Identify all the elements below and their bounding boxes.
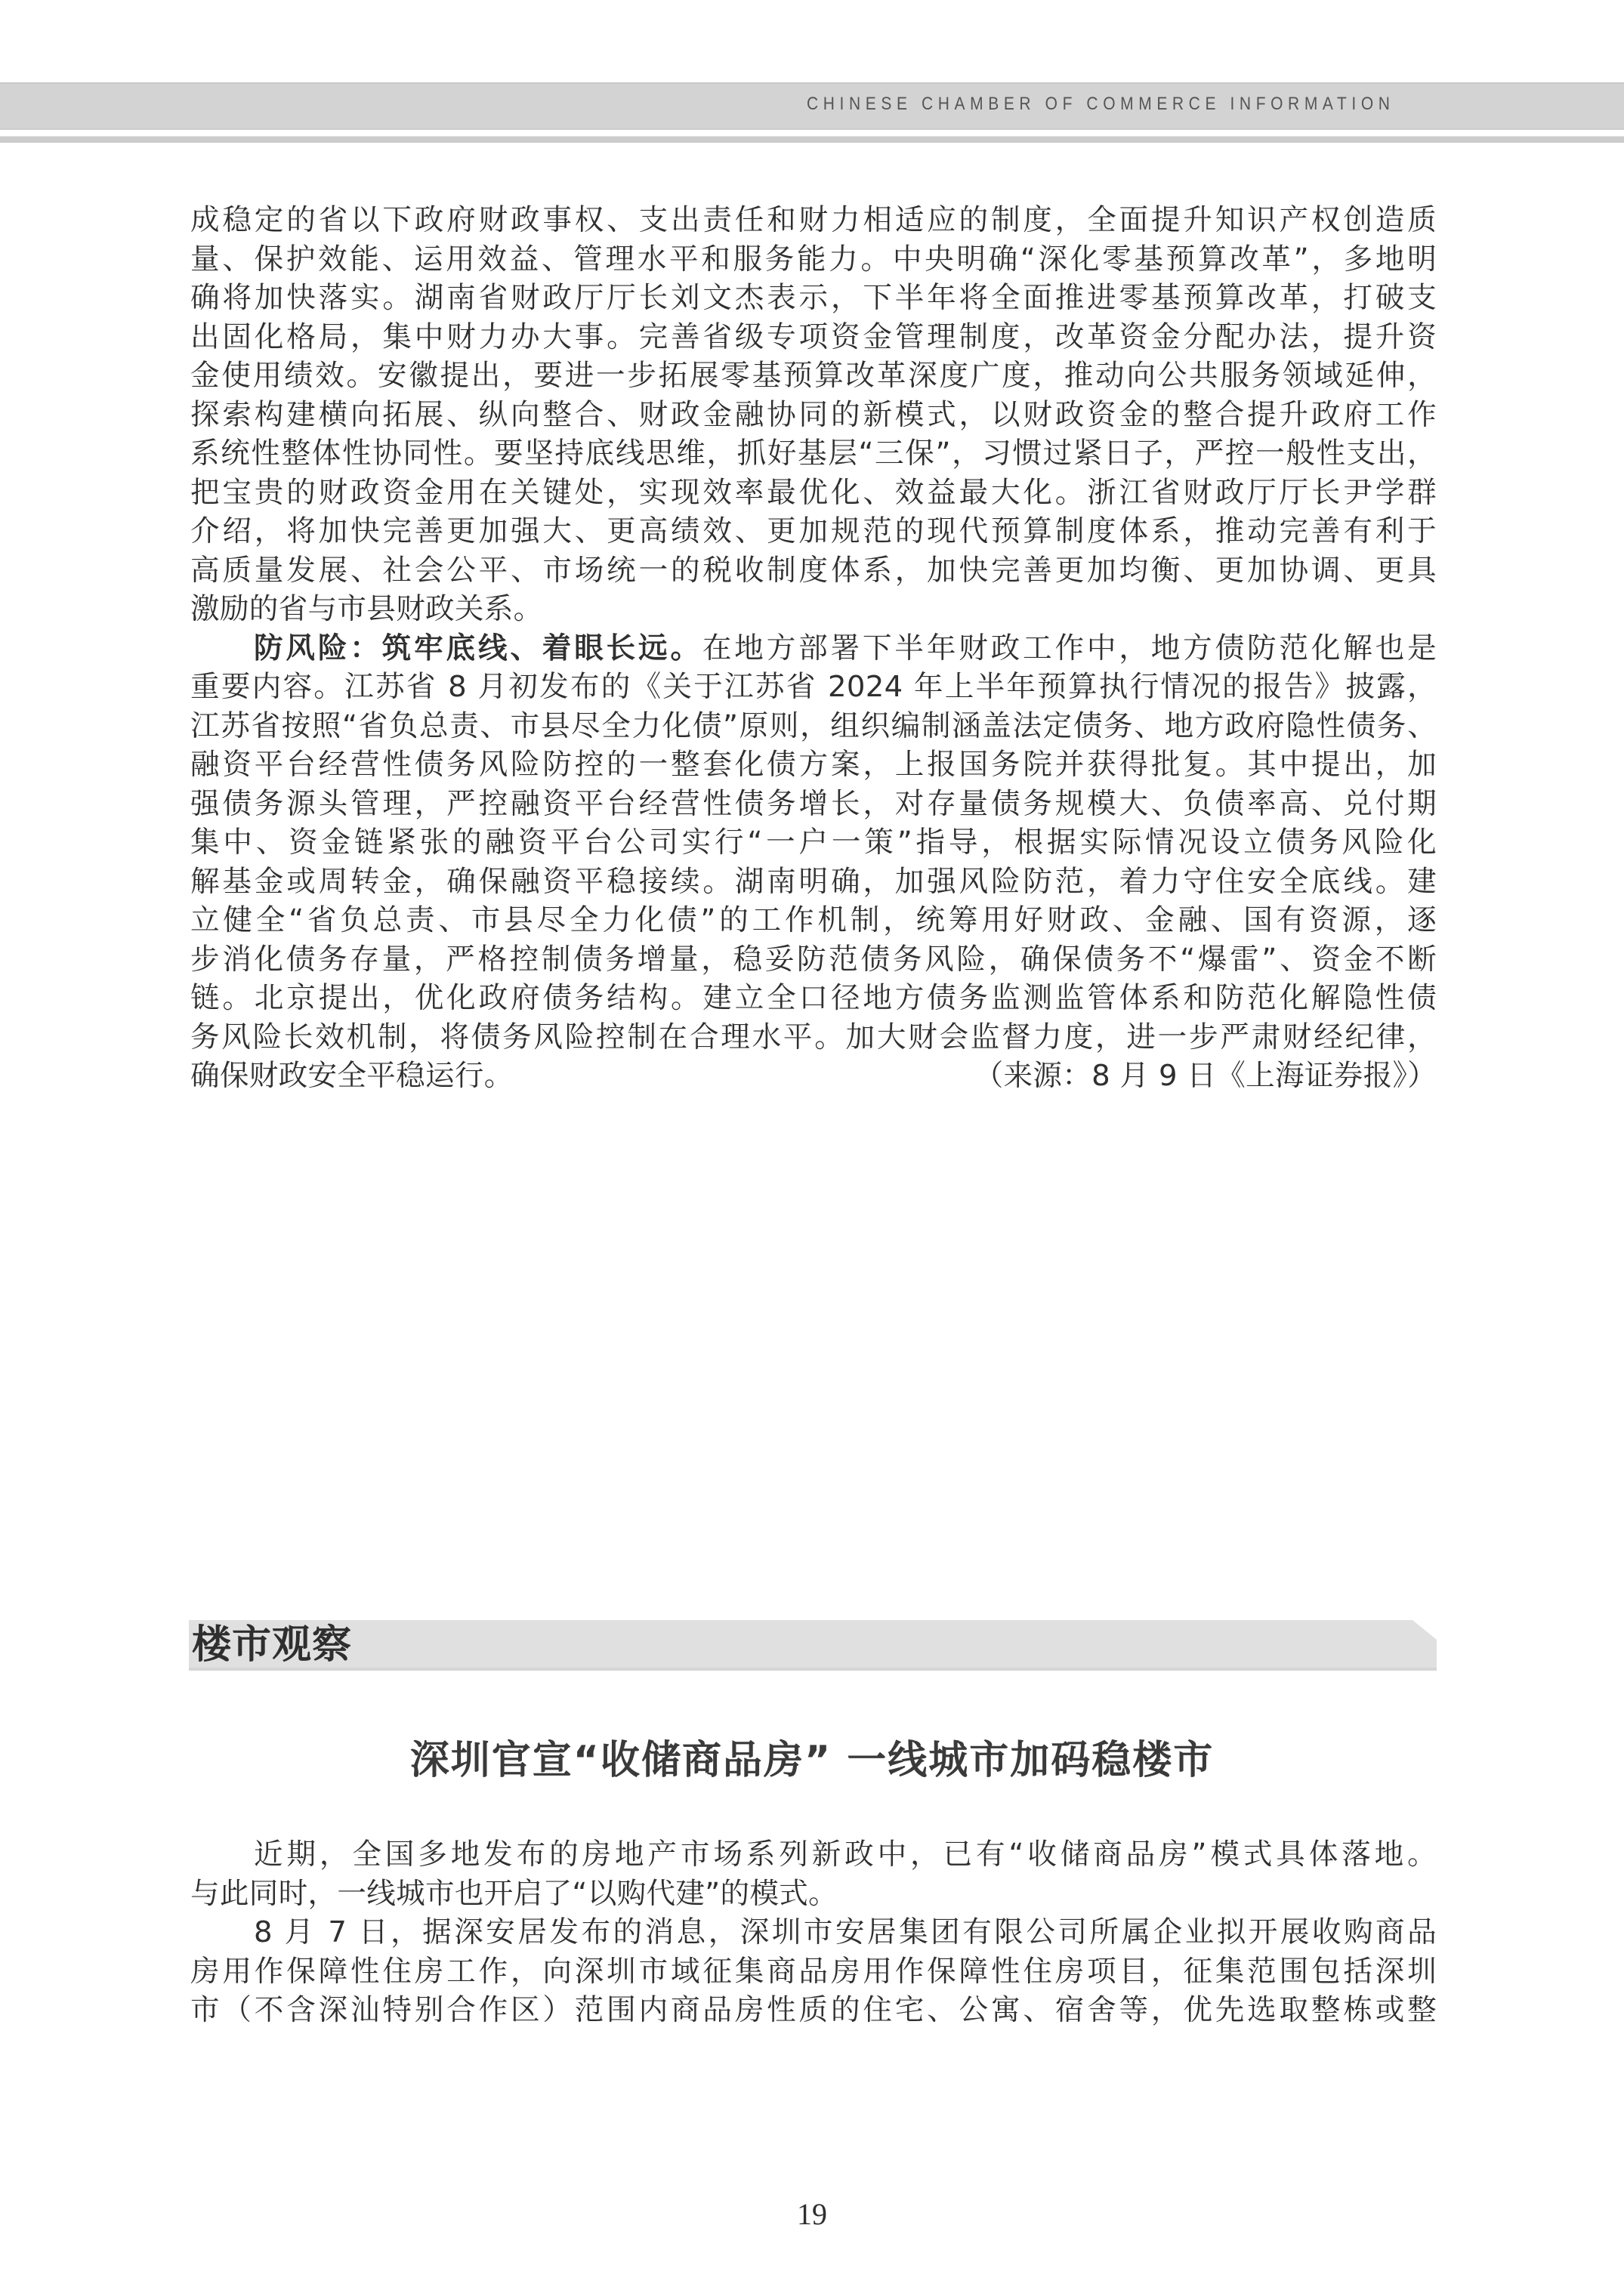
source-citation: （来源：8 月 9 日《上海证券报》） bbox=[974, 1059, 1437, 1093]
paragraph-line: 近期，全国多地发布的房地产市场系列新政中，已有“收储商品房”模式具体落地。 bbox=[254, 1838, 1437, 1872]
paragraph-line: 出固化格局，集中财力办大事。完善省级专项资金管理制度，改革资金分配办法，提升资 bbox=[190, 319, 1437, 354]
paragraph-line: 成稳定的省以下政府财政事权、支出责任和财力相适应的制度，全面提升知识产权创造质 bbox=[190, 203, 1437, 237]
subheading-lead: 防风险：筑牢底线、着眼长远。 bbox=[254, 631, 702, 665]
paragraph-text: 在地方部署下半年财政工作中，地方债防范化解也是 bbox=[702, 631, 1437, 665]
paragraph-line: 链。北京提出，优化政府债务结构。建立全口径地方债务监测监管体系和防范化解隐性债 bbox=[190, 981, 1437, 1015]
paragraph-line: 系统性整体性协同性。要坚持底线思维，抓好基层“三保”，习惯过紧日子，严控一般性支出， bbox=[190, 437, 1437, 471]
paragraph-line: 市（不含深汕特别合作区）范围内商品房性质的住宅、公寓、宿舍等，优先选取整栋或整 bbox=[190, 1993, 1437, 2027]
article-title: 深圳官宣“收储商品房” 一线城市加码稳楼市 bbox=[409, 1738, 1215, 1783]
paragraph-line: 房用作保障性住房工作，向深圳市域征集商品房用作保障性住房项目，征集范围包括深圳 bbox=[190, 1954, 1437, 1989]
paragraph-line: 务风险长效机制，将债务风险控制在合理水平。加大财会监督力度，进一步严肃财经纪律， bbox=[190, 1020, 1437, 1054]
paragraph-line: 强债务源头管理，严控融资平台经营性债务增长，对存量债务规模大、负债率高、兑付期 bbox=[190, 786, 1437, 821]
paragraph-text: 确保财政安全平稳运行。 bbox=[190, 1059, 514, 1093]
paragraph-line: 与此同时，一线城市也开启了“以购代建”的模式。 bbox=[190, 1876, 838, 1911]
paragraph-line: 探索构建横向拓展、纵向整合、财政金融协同的新模式，以财政资金的整合提升政府工作 bbox=[190, 397, 1437, 432]
publication-name: CHINESE CHAMBER OF COMMERCE INFORMATION bbox=[807, 94, 1395, 114]
paragraph-line: 高质量发展、社会公平、市场统一的税收制度体系，加快完善更加均衡、更加协调、更具 bbox=[190, 553, 1437, 588]
paragraph-line: 介绍，将加快完善更加强大、更高绩效、更加规范的现代预算制度体系，推动完善有利于 bbox=[190, 514, 1437, 548]
paragraph-first-line bbox=[190, 629, 1437, 668]
header-rule bbox=[0, 136, 1624, 143]
paragraph-line: 金使用绩效。安徽提出，要进一步拓展零基预算改革深度广度，推动向公共服务领域延伸， bbox=[190, 359, 1437, 393]
paragraph-line: 量、保护效能、运用效益、管理水平和服务能力。中央明确“深化零基预算改革”，多地明 bbox=[190, 242, 1437, 276]
paragraph-line: 立健全“省负总责、市县尽全力化债”的工作机制，统筹用好财政、金融、国有资源，逐 bbox=[190, 903, 1437, 937]
paragraph-line: 8 月 7 日，据深安居发布的消息，深圳市安居集团有限公司所属企业拟开展收购商品 bbox=[254, 1915, 1437, 1949]
paragraph-line: 集中、资金链紧张的融资平台公司实行“一户一策”指导，根据实际情况设立债务风险化 bbox=[190, 826, 1437, 859]
paragraph-line: 重要内容。江苏省 8 月初发布的《关于江苏省 2024 年上半年预算执行情况的报告》披露， bbox=[190, 670, 1437, 704]
paragraph-line: 激励的省与市县财政关系。 bbox=[190, 592, 543, 626]
paragraph-line: 融资平台经营性债务风险防控的一整套化债方案，上报国务院并获得批复。其中提出，加 bbox=[190, 748, 1437, 782]
page-number: 19 bbox=[797, 2197, 827, 2231]
paragraph-line: 确将加快落实。湖南省财政厅厅长刘文杰表示，下半年将全面推进零基预算改革，打破支 bbox=[190, 281, 1437, 315]
paragraph-line: 步消化债务存量，严格控制债务增量，稳妥防范债务风险，确保债务不“爆雷”、资金不断 bbox=[190, 942, 1437, 977]
paragraph-line: 解基金或周转金，确保融资平稳接续。湖南明确，加强风险防范，着力守住安全底线。建 bbox=[190, 864, 1437, 899]
paragraph-last-line bbox=[190, 1057, 1437, 1096]
section-title: 楼市观察 bbox=[192, 1622, 353, 1668]
paragraph-line: 江苏省按照“省负总责、市县尽全力化债”原则，组织编制涵盖法定债务、地方政府隐性债务、 bbox=[190, 708, 1437, 743]
section-header-bar bbox=[189, 1620, 1437, 1671]
paragraph-line: 把宝贵的财政资金用在关键处，实现效率最优化、效益最大化。浙江省财政厅厅长尹学群 bbox=[190, 475, 1437, 510]
